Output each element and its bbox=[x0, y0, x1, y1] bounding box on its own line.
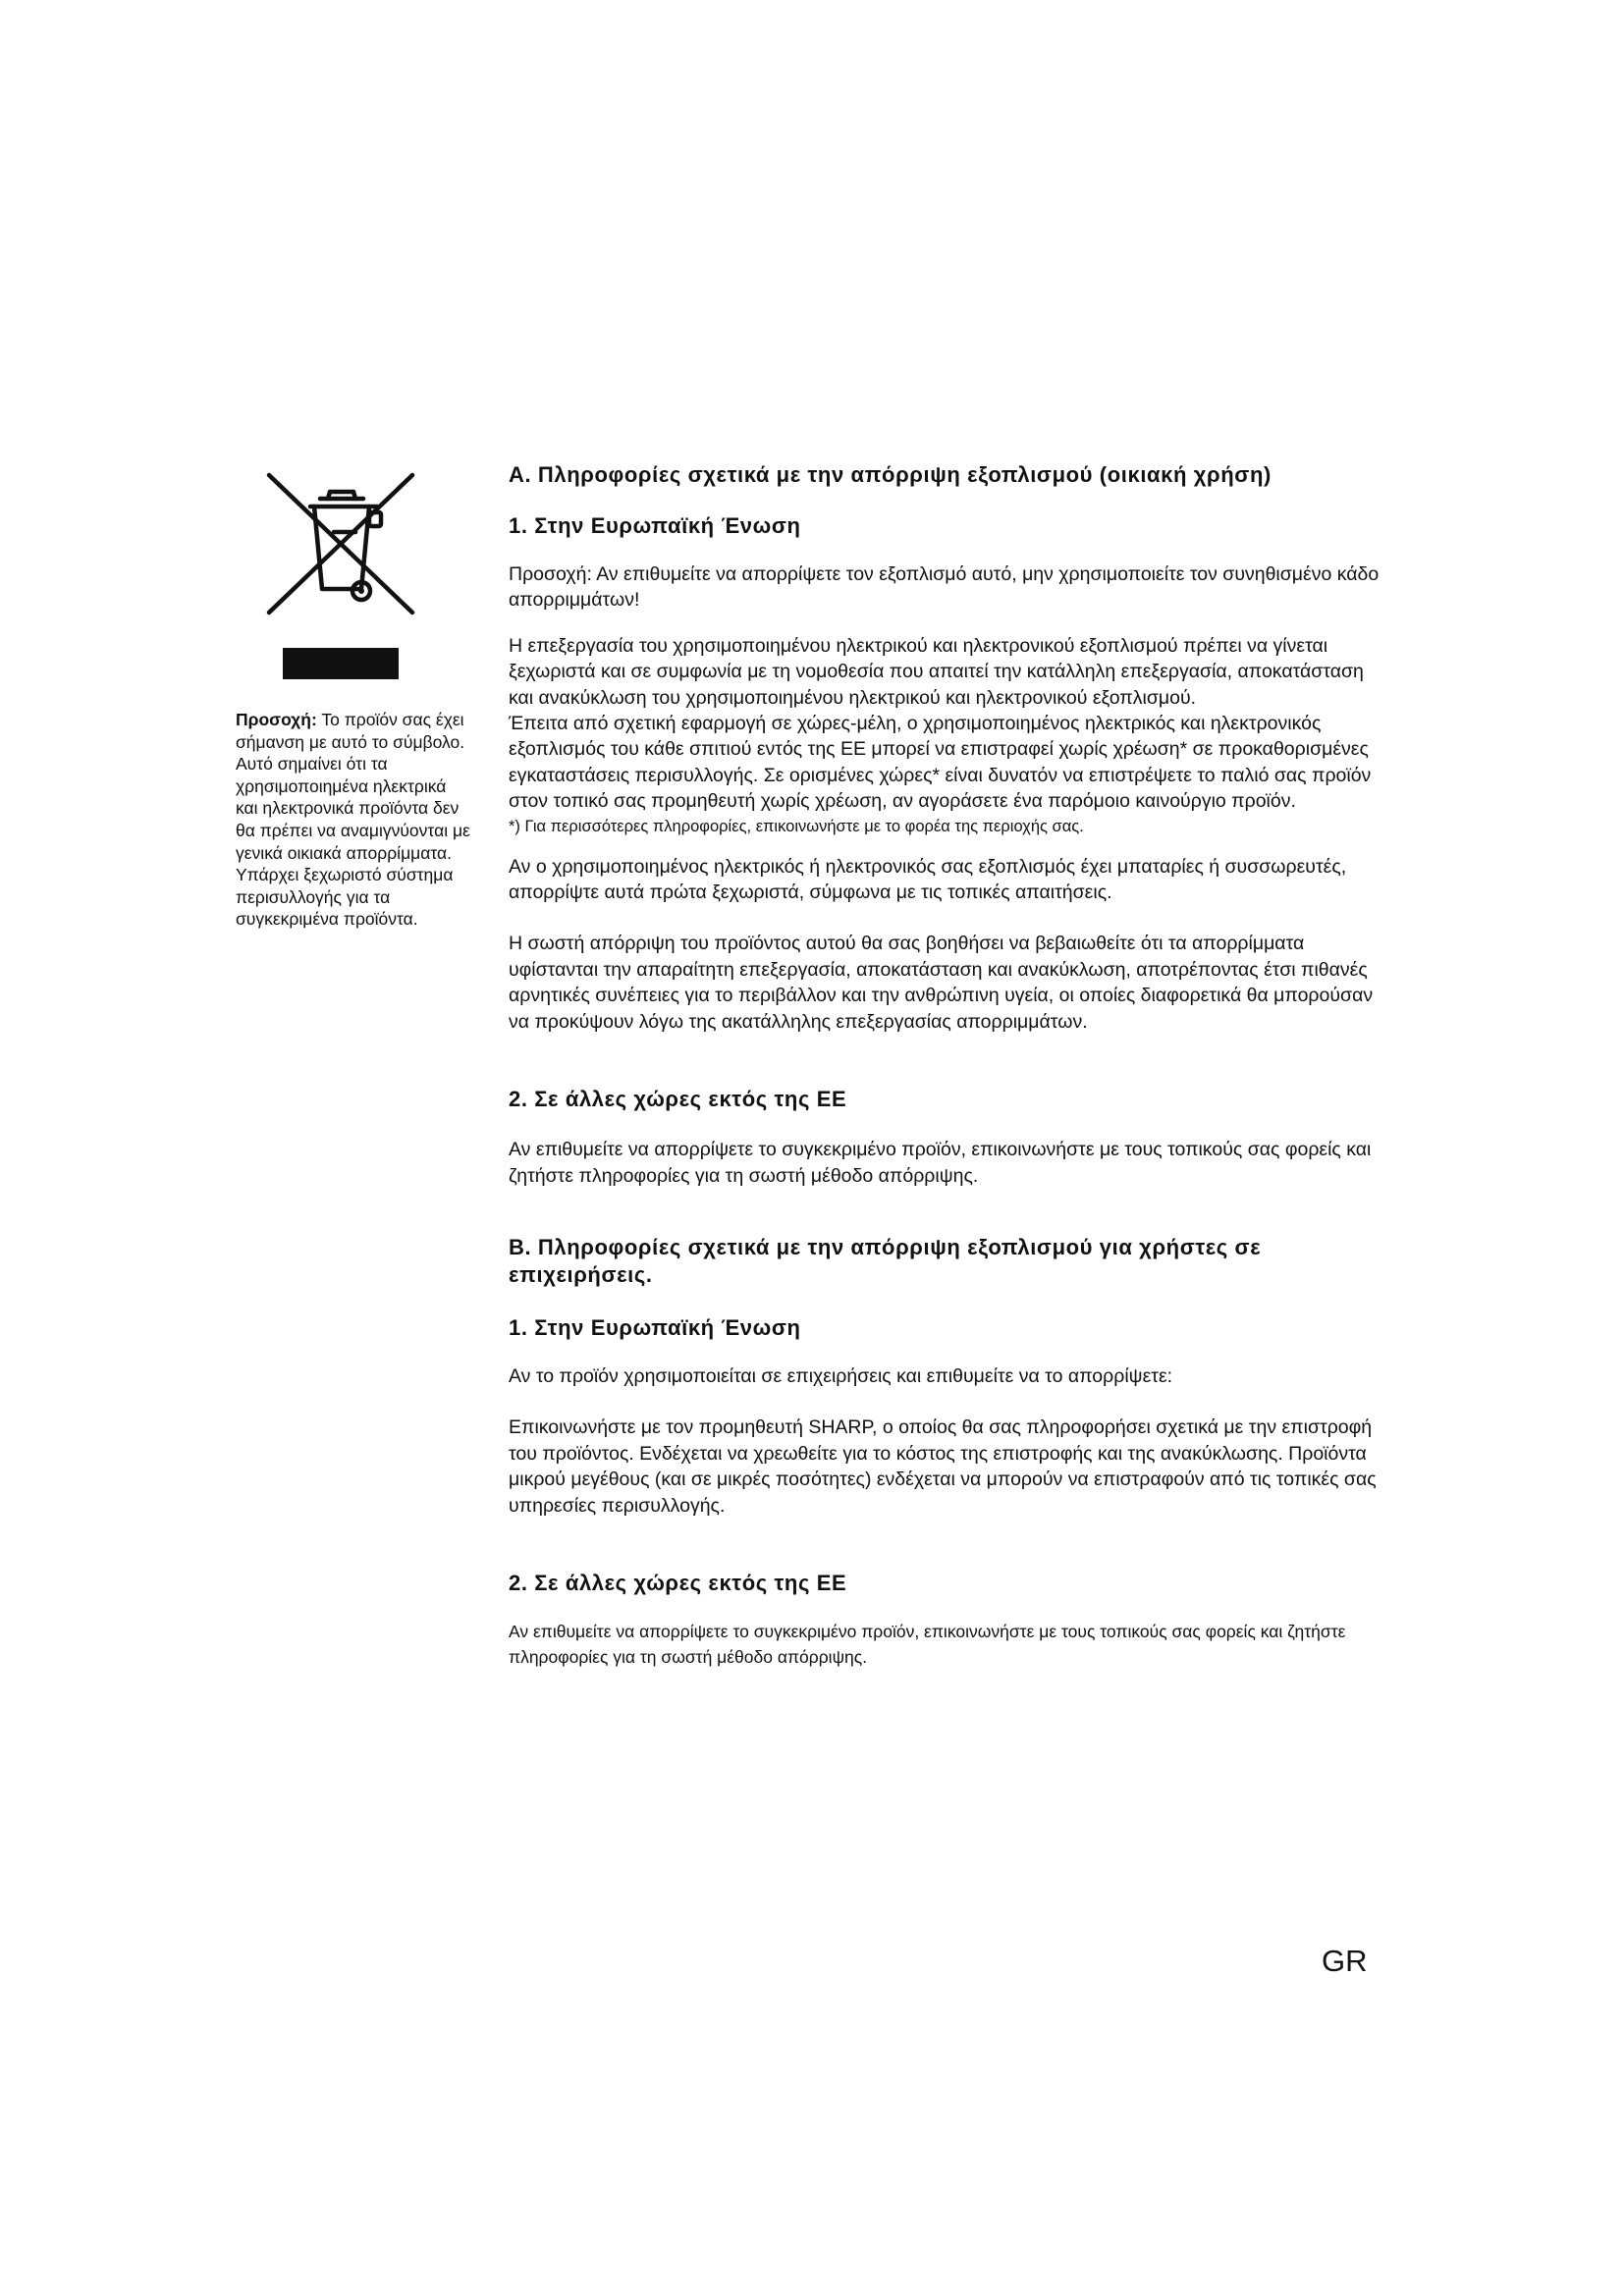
section-b-2-text: Αν επιθυμείτε να απορρίψετε το συγκεκριμένο προϊόν, επικοινωνήστε με τους τοπικούς σας φορείς και ζητήστε πληροφορίες για τη σωστή μέθοδο απόρριψης. bbox=[509, 1621, 1346, 1667]
section-b-1-intro: Αν το προϊόν χρησιμοποιείται σε επιχειρήσεις και επιθυμείτε να το απορρίψετε: bbox=[509, 1364, 1173, 1387]
language-code: GR bbox=[1322, 1944, 1368, 1978]
section-a-1-title: 1. Στην Ευρωπαϊκή Ένωση bbox=[509, 513, 801, 538]
section-b-title: B. Πληροφορίες σχετικά με την απόρριψη εξοπλισμού για χρήστες σε επιχειρήσεις. bbox=[509, 1234, 1262, 1287]
section-a-2-text: Αν επιθυμείτε να απορρίψετε το συγκεκριμένο προϊόν, επικοινωνήστε με τους τοπικούς σας φορείς και ζητήστε πληροφορίες για τη σωστή μέθοδο απόρριψης. bbox=[509, 1139, 1372, 1187]
note-label: Προσοχή: bbox=[236, 710, 317, 729]
section-a-1-processing: Η επεξεργασία του χρησιμοποιημένου ηλεκτρικού και ηλεκτρονικού εξοπλισμού πρέπει να γίνεται ξεχωριστά και σε συμφωνία με τη νομοθεσία που απαιτεί την κατάλληλη επεξεργασία, αποκατάσταση και ανακύκλωση του χρησιμοποιημένου ηλεκτρικού και ηλεκτρονικού εξοπλισμού. bbox=[509, 634, 1364, 709]
section-a-1-return: Έπειτα από σχετική εφαρμογή σε χώρες-μέλη, ο χρησιμοποιημένος ηλεκτρικός και ηλεκτρονικός εξοπλισμός του κάθε σπιτιού εντός της ΕΕ μπορεί να επιστραφεί χωρίς χρέωση* σε προκαθορισμένες εγκαταστάσεις περισυλλογής. Σε ορισμένες χώρες* είναι δυνατόν να επιστρέψετε το παλιό σας προϊόν στον τοπικό σας προμηθευτή χωρίς χρέωση, αν αγοράσετε ένα παρόμοιο καινούργιο προϊόν. bbox=[509, 713, 1372, 813]
section-b-1-contact: Επικοινωνήστε με τον προμηθευτή SHARP, ο οποίος θα σας πληροφορήσει σχετικά με την επιστροφή του προϊόντος. Ενδέχεται να χρεωθείτε για το κόστος της επιστροφής και της ανακύκλωσης. Προϊόντα μικρού μεγέθους (και σε μικρές ποσότητες) ενδέχεται να μπορούν να επιστραφούν από τις τοπικές σας υπηρεσίες περισυλλογής. bbox=[509, 1416, 1377, 1517]
section-b-1-title: 1. Στην Ευρωπαϊκή Ένωση bbox=[509, 1314, 801, 1340]
weee-symbol bbox=[263, 469, 420, 626]
section-a-1-benefits: Η σωστή απόρριψη του προϊόντος αυτού θα σας βοηθήσει να βεβαιωθείτε ότι τα απορρίμματα υφίστανται την απαραίτητη επεξεργασία, αποκατάσταση και ανακύκλωση, αποτρέποντας έτσι πιθανές αρνητικές συνέπειες για το περιβάλλον και την ανθρώπινη υγεία, οι οποίες διαφορετικά θα μπορούσαν να προκύψουν λόγω της ακατάλληλης επεξεργασίας απορριμμάτων. bbox=[509, 933, 1374, 1033]
note-text: Το προϊόν σας έχει σήμανση με αυτό το σύμβολο. Αυτό σημαίνει ότι τα χρησιμοποιημένα ηλεκτρικά και ηλεκτρονικά προϊόντα δεν θα πρέπει να αναμιγνύονται με γενικά οικιακά απορρίμματα. Υπάρχει ξεχωριστό σύστημα περισυλλογής για τα συγκεκριμένα προϊόντα. bbox=[236, 710, 470, 930]
section-a-1-footnote: *) Για περισσότερες πληροφορίες, επικοινωνήστε με το φορέα της περιοχής σας. bbox=[509, 817, 1084, 835]
section-a-1-warning: Προσοχή: Αν επιθυμείτε να απορρίψετε τον εξοπλισμό αυτό, μην χρησιμοποιείτε τον συνηθισμένο κάδο απορριμμάτων! bbox=[509, 563, 1380, 612]
crossed-out-wheelie-bin-icon bbox=[263, 469, 420, 626]
section-a-title: A. Πληροφορίες σχετικά με την απόρριψη εξοπλισμού (οικιακή χρήση) bbox=[509, 462, 1272, 487]
section-b-2-title: 2. Σε άλλες χώρες εκτός της ΕΕ bbox=[509, 1570, 847, 1595]
sidebar-note bbox=[236, 709, 471, 931]
main-content bbox=[509, 461, 1382, 1670]
black-bar-marker bbox=[283, 648, 399, 679]
section-a-2-title: 2. Σε άλλες χώρες εκτός της ΕΕ bbox=[509, 1087, 847, 1112]
section-a-1-batteries: Αν ο χρησιμοποιημένος ηλεκτρικός ή ηλεκτρονικός σας εξοπλισμός έχει μπαταρίες ή συσσωρευτές, απορρίψτε αυτά πρώτα ξεχωριστά, σύμφωνα με τις τοπικές απαιτήσεις. bbox=[509, 855, 1347, 904]
